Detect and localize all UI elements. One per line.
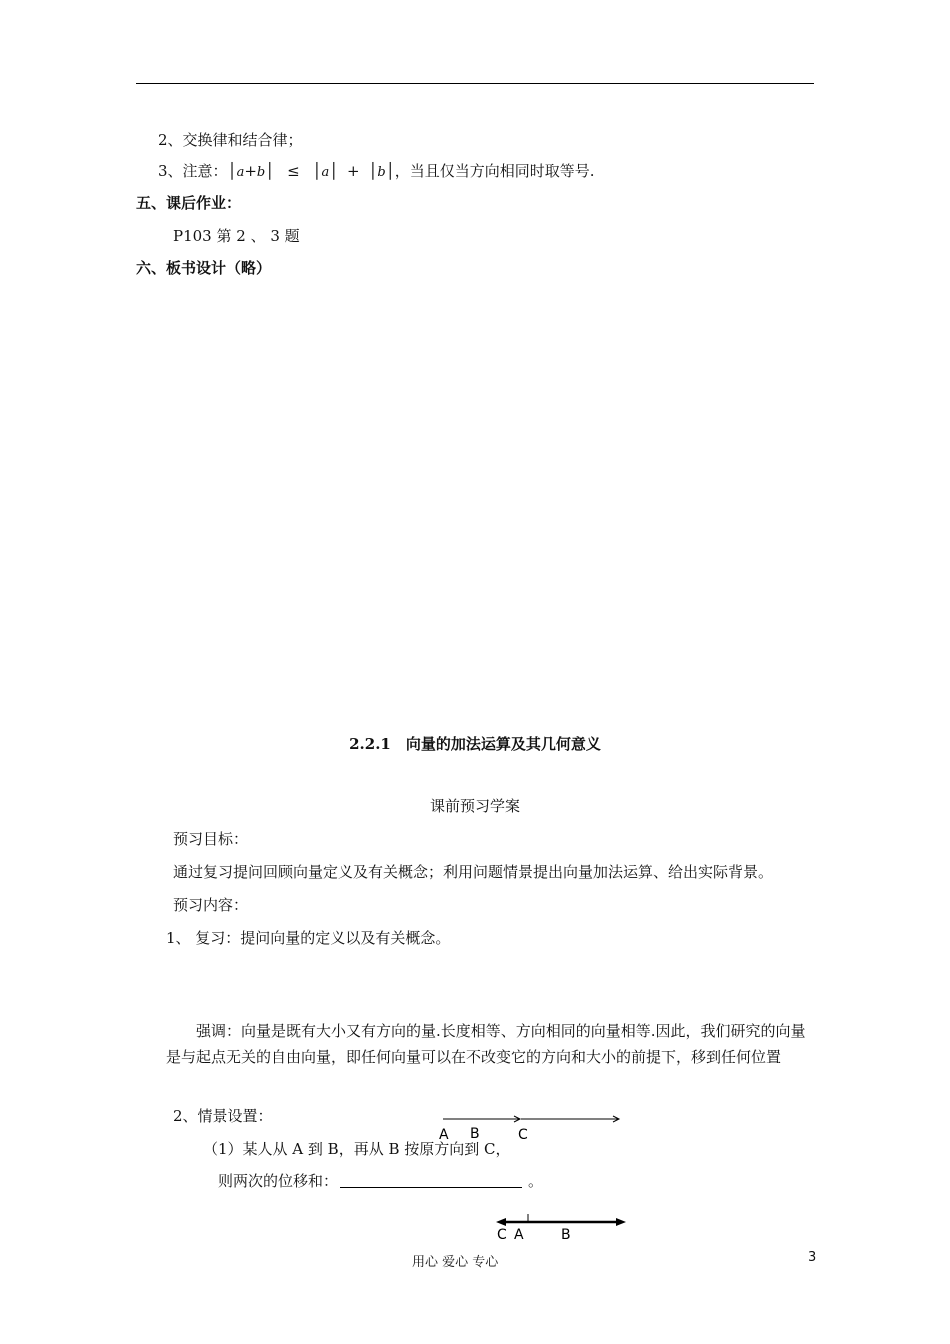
homework-heading: 五、课后作业： [136, 194, 242, 212]
board-design-heading: 六、板书设计（略） [136, 259, 272, 277]
goal-label: 预习目标： [173, 830, 249, 848]
content-label: 预习内容： [173, 896, 249, 914]
summary-item-3: 3、注意：│a+b│ ≤ │a│ + │b│，当且仅当方向相同时取等号. [158, 162, 595, 180]
section-title: 2.2.1 向量的加法运算及其几何意义 [349, 735, 601, 753]
arrowhead-left-icon [496, 1218, 506, 1226]
figure-1-displacement [430, 1108, 630, 1144]
goal-text: 通过复习提问回顾向量定义及有关概念；利用问题情景提出向量加法运算、给出实际背景。 [173, 863, 774, 881]
summary-item-2: 2、交换律和结合律； [158, 131, 303, 149]
summary-item-3-suffix: ，当且仅当方向相同时取等号. [394, 162, 595, 180]
footer-motto: 用心 爱心 专心 [412, 1255, 499, 1270]
norm-b-formula: │b│ [368, 162, 395, 180]
figure-2-displacement [490, 1210, 640, 1246]
arrowhead-right-icon [616, 1218, 626, 1226]
section-subtitle: 课前预习学案 [429, 797, 520, 815]
point-label-b: B [470, 1126, 480, 1142]
point-label-c: C [518, 1127, 528, 1143]
scene-label: 2、情景设置： [173, 1107, 273, 1125]
norm-sum-formula: │a+b│ [227, 162, 275, 180]
review-item: 1、 复习：提问向量的定义以及有关概念。 [166, 929, 451, 947]
scene-answer-line: 则两次的位移和： 。 [218, 1172, 544, 1190]
norm-a-formula: │a│ [312, 162, 339, 180]
point-label-a: A [514, 1227, 524, 1243]
summary-item-3-prefix: 3、注意： [158, 162, 228, 180]
scene-question-1: （1）某人从 A 到 B，再从 B 按原方向到 C， [203, 1140, 511, 1158]
point-label-a: A [439, 1127, 449, 1143]
point-label-c: C [497, 1227, 507, 1243]
answer-blank[interactable] [340, 1173, 522, 1188]
header-rule [136, 83, 814, 84]
homework-content: P103 第 2 、 3 题 [173, 227, 300, 245]
point-label-b: B [561, 1227, 571, 1243]
leq-symbol: ≤ [287, 162, 300, 180]
emphasis-paragraph: 强调：向量是既有大小又有方向的量.长度相等、方向相同的向量相等.因此，我们研究的向量是与起点无关的自由向量，即任何向量可以在不改变它的方向和大小的前提下，移到任何位置 [166, 1022, 806, 1066]
page-number: 3 [808, 1250, 817, 1265]
